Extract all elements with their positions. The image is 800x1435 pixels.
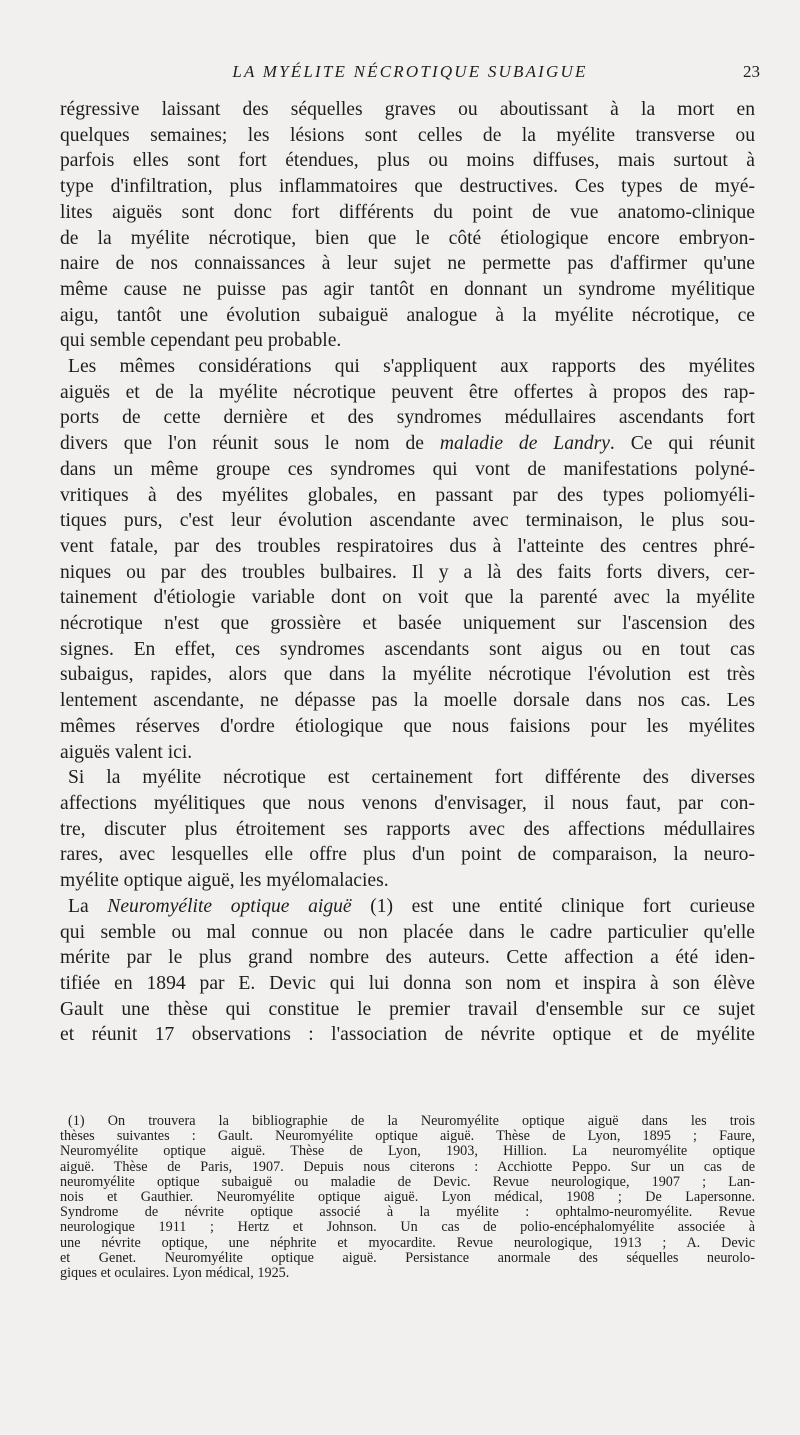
text-line: Les mêmes considérations qui s'appliquent aux rapports des myélites — [68, 356, 755, 378]
text-line: Gault une thèse qui constitue le premier travail d'ensemble sur ce sujet — [60, 998, 755, 1020]
footnote — [60, 1114, 755, 1281]
text-line: de la myélite nécrotique, bien que le côté étiologique encore embryon- — [60, 227, 755, 249]
text-line: tiques purs, c'est leur évolution ascendante avec terminaison, le plus sou- — [60, 510, 755, 532]
text-line: subaigus, rapides, alors que dans la myélite nécrotique l'évolution est très — [60, 664, 755, 686]
footnote-line: neuromyélite optique subaiguë ou maladie de Devic. Revue neurologique, 1907 ; Lan- — [60, 1173, 755, 1190]
text-line: tifiée en 1894 par E. Devic qui lui donna son nom et inspira à son élève — [60, 972, 755, 994]
text-run: divers que l'on réunit sous le nom de — [60, 433, 440, 455]
text-line — [60, 894, 755, 920]
text-line: même cause ne puisse pas agir tantôt en donnant un syndrome myélitique — [60, 278, 755, 300]
text-line: lites aiguës sont donc fort différents du point de vue anatomo-clinique — [60, 201, 755, 223]
text-line: vritiques à des myélites globales, en passant par des types poliomyéli- — [60, 484, 755, 506]
text-line: tainement d'étiologie variable dont on voit que la parenté avec la myélite — [60, 587, 755, 609]
body-text — [60, 97, 755, 1048]
text-line: myélite optique aiguë, les myélomalacies. — [60, 870, 389, 892]
text-line: affections myélitiques que nous venons d'envisager, il nous faut, par con- — [60, 792, 755, 814]
text-line: lentement ascendante, ne dépasse pas la moelle dorsale dans nos cas. Les — [60, 690, 755, 712]
footnote-line: une névrite optique, une néphrite et myocardite. Revue neurologique, 1913 ; A. Devic — [60, 1234, 755, 1251]
text-line: qui semble cependant peu probable. — [60, 330, 342, 352]
text-line: dans un même groupe ces syndromes qui vont de manifestations polyné- — [60, 458, 755, 480]
footnote-line: (1) On trouvera la bibliographie de la Neuromyélite optique aiguë dans les trois — [68, 1113, 755, 1129]
text-line — [60, 431, 755, 457]
text-line: type d'infiltration, plus inflammatoires que destructives. Ces types de myé- — [60, 176, 755, 198]
footnote-line: et Genet. Neuromyélite optique aiguë. Persistance anormale des séquelles neurolo- — [60, 1249, 755, 1266]
text-line: régressive laissant des séquelles graves ou aboutissant à la mort en — [60, 99, 755, 120]
text-line: niques ou par des troubles bulbaires. Il y a là des faits forts divers, cer- — [60, 561, 755, 583]
text-line: qui semble ou mal connue ou non placée dans le cadre particulier qu'elle — [60, 921, 755, 943]
text-line: aiguës valent ici. — [60, 741, 193, 763]
footnote-line: thèses suivantes : Gault. Neuromyélite optique aiguë. Thèse de Lyon, 1895 ; Faure, — [60, 1128, 755, 1145]
text-line: parfois elles sont fort étendues, plus ou moins diffuses, mais surtout à — [60, 150, 755, 172]
text-line: nécrotique n'est que grossière et basée uniquement sur l'ascension des — [60, 613, 755, 635]
text-line: signes. En effet, ces syndromes ascendants sont aigus ou en tout cas — [60, 638, 755, 660]
text-line: mêmes réserves d'ordre étiologique que nous faisions pour les myélites — [60, 715, 755, 737]
text-line: aigu, tantôt une évolution subaiguë analogue à la myélite nécrotique, ce — [60, 304, 755, 326]
footnote-line: aiguë. Thèse de Paris, 1907. Depuis nous citerons : Acchiotte Peppo. Sur un cas de — [60, 1158, 755, 1175]
text-line: quelques semaines; les lésions sont celles de la myélite transverse ou — [60, 124, 755, 146]
text-line: naire de nos connaissances à leur sujet ne permette pas d'affirmer qu'une — [60, 253, 755, 275]
page-number: 23 — [743, 62, 760, 81]
text-run: . Ce qui réunit — [609, 433, 755, 455]
text-run: La — [68, 895, 108, 917]
running-title: LA MYÉLITE NÉCROTIQUE SUBAIGUE — [232, 62, 588, 81]
footnote-line: Neuromyélite optique aiguë. Thèse de Lyon, 1903, Hillion. La neuromyélite optique — [60, 1143, 755, 1160]
footnote-line: neurologique 1911 ; Hertz et Johnson. Un cas de polio-encéphalomyélite associée à — [60, 1219, 755, 1236]
text-line: mérite par le plus grand nombre des auteurs. Cette affection a été iden- — [60, 947, 755, 969]
footnote-line: giques et oculaires. Lyon médical, 1925. — [60, 1265, 290, 1282]
text-line: rares, avec lesquelles elle offre plus d'un point de comparaison, la neuro- — [60, 844, 755, 866]
footnote-line: Syndrome de névrite optique associé à la myélite : ophtalmo-neuromyélite. Revue — [60, 1204, 755, 1221]
disease-name: maladie de Landry — [439, 433, 610, 455]
text-line: Si la myélite nécrotique est certainement fort différente des diverses — [68, 767, 755, 789]
text-line: vent fatale, par des troubles respiratoires dus à l'atteinte des centres phré- — [60, 535, 755, 557]
footnote-line: nois et Gauthier. Neuromyélite optique aiguë. Lyon médical, 1908 ; De Lapersonne. — [60, 1189, 755, 1206]
text-line: aiguës et de la myélite nécrotique peuvent être offertes à propos des rap- — [60, 381, 755, 403]
running-head — [60, 62, 760, 92]
disease-name: Neuromyélite optique aiguë — [107, 895, 352, 917]
text-line: tre, discuter plus étroitement ses rapports avec des affections médullaires — [60, 818, 755, 840]
text-line: ports de cette dernière et des syndromes médullaires ascendants fort — [60, 407, 755, 429]
text-line: et réunit 17 observations : l'association de névrite optique et de myélite — [60, 1024, 755, 1046]
text-run: (1) est une entité clinique fort curieuse — [351, 895, 755, 917]
